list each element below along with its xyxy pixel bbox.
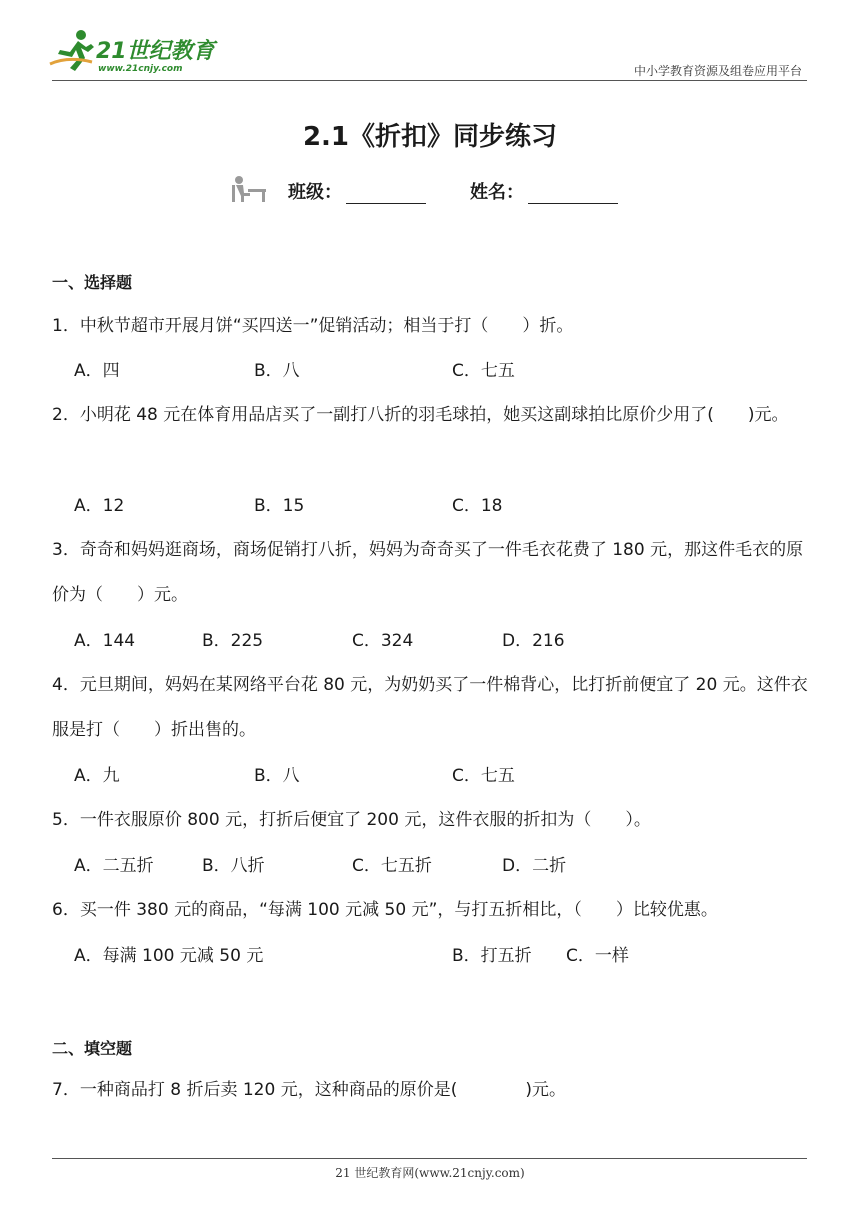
option-c[interactable]: C．一样 <box>566 946 629 966</box>
header-divider <box>52 80 807 81</box>
question-1: 1．中秋节超市开展月饼“买四送一”促销活动；相当于打（ ）折。 <box>52 316 574 336</box>
logo-text: 21世纪教育 <box>96 39 215 64</box>
option-b[interactable]: B．八折 <box>202 856 265 876</box>
question-3-options <box>74 626 814 656</box>
class-blank[interactable] <box>346 185 426 204</box>
question-3: 3．奇奇和妈妈逛商场，商场促销打八折，妈妈为奇奇买了一件毛衣花费了 180 元，那这件毛衣的原价为（ ）元。 <box>52 540 804 605</box>
question-4: 4．元旦期间，妈妈在某网络平台花 80 元，为奶奶买了一件棉背心，比打折前便宜了 20 元。这件衣服是打（ ）折出售的。 <box>52 675 808 740</box>
section-title: 一、选择题 <box>52 273 133 292</box>
page-header <box>0 0 860 80</box>
option-b[interactable]: B．15 <box>254 496 305 516</box>
option-a[interactable]: A．每满 100 元减 50 元 <box>74 946 264 966</box>
question-6: 6．买一件 380 元的商品，“每满 100 元减 50 元”，与打五折相比，（ ）比较优惠。 <box>52 900 718 920</box>
question-4-options <box>74 761 814 791</box>
page-footer: 21 世纪教育网(www.21cnjy.com) <box>335 1166 525 1180</box>
option-a[interactable]: A．144 <box>74 631 136 651</box>
option-b[interactable]: B．八 <box>254 766 300 786</box>
question-5: 5．一件衣服原价 800 元，打折后便宜了 200 元，这件衣服的折扣为（ ）。 <box>52 810 651 830</box>
runner-icon <box>48 28 96 74</box>
section-title: 二、填空题 <box>52 1039 133 1058</box>
class-label: 班级： <box>288 182 342 203</box>
option-a[interactable]: A．12 <box>74 496 125 516</box>
name-field <box>470 178 618 204</box>
option-a[interactable]: A．四 <box>74 361 120 381</box>
option-c[interactable]: C．18 <box>452 496 503 516</box>
question-1-options <box>74 356 814 386</box>
option-d[interactable]: D．二折 <box>502 856 567 876</box>
name-blank[interactable] <box>528 185 618 204</box>
student-desk-icon <box>228 174 268 204</box>
question-6-options <box>74 941 814 971</box>
option-b[interactable]: B．打五折 <box>452 946 532 966</box>
option-a[interactable]: A．二五折 <box>74 856 154 876</box>
option-b[interactable]: B．225 <box>202 631 264 651</box>
name-label: 姓名： <box>470 182 524 203</box>
student-info-row <box>228 174 648 204</box>
platform-name: 中小学教育资源及组卷应用平台 <box>633 64 802 78</box>
option-c[interactable]: C．七五 <box>452 361 515 381</box>
footer-divider <box>52 1158 807 1159</box>
option-c[interactable]: C．七五 <box>452 766 515 786</box>
class-field <box>288 178 426 204</box>
page-title: 2.1《折扣》同步练习 <box>302 122 558 152</box>
question-2-options <box>74 491 814 521</box>
option-a[interactable]: A．九 <box>74 766 120 786</box>
option-d[interactable]: D．216 <box>502 631 565 651</box>
option-c[interactable]: C．324 <box>352 631 414 651</box>
question-7: 7．一种商品打 8 折后卖 120 元，这种商品的原价是( )元。 <box>52 1080 566 1100</box>
site-logo <box>48 28 218 78</box>
option-b[interactable]: B．八 <box>254 361 300 381</box>
option-c[interactable]: C．七五折 <box>352 856 432 876</box>
logo-url: www.21cnjy.com <box>98 64 183 74</box>
question-2: 2．小明花 48 元在体育用品店买了一副打八折的羽毛球拍，她买这副球拍比原价少用了( )元。 <box>52 405 789 425</box>
question-5-options <box>74 851 814 881</box>
